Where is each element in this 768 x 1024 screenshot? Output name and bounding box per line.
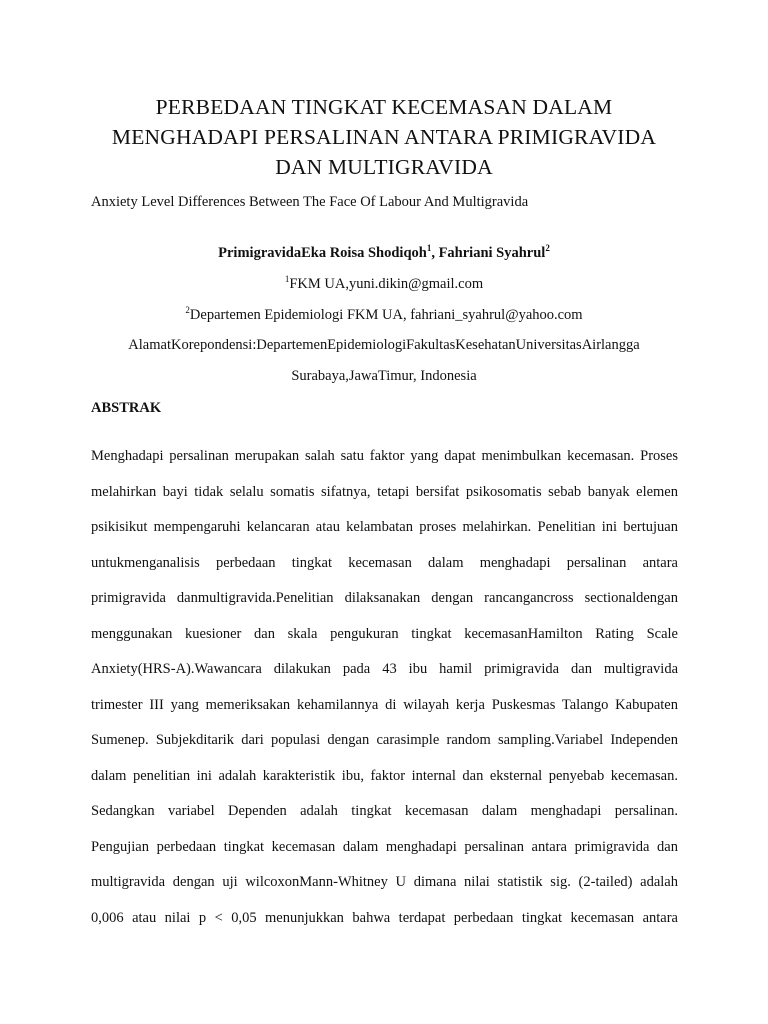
abstract-line: untukmenganalisis perbedaan tingkat kecemasan dalam menghadapi persalinan antara [91,554,678,571]
abstract-heading: ABSTRAK [91,400,162,416]
abstract-line: dalam penelitian ini adalah karakteristik ibu, faktor internal dan eksternal penyebab kecemasan. [91,767,678,784]
abstract-line: Menghadapi persalinan merupakan salah satu faktor yang dapat menimbulkan kecemasan. Proses [91,448,678,464]
correspondence-address: AlamatKorepondensi:DepartemenEpidemiologiFakultasKesehatanUniversitasAirlangga [128,337,640,353]
abstract-body [91,446,678,943]
affiliation-superscript: 2 [185,305,190,315]
affiliation-text: Departemen Epidemiologi FKM UA, fahriani_syahrul@yahoo.com [189,307,583,323]
author-line [0,245,768,262]
paper-title [70,92,698,182]
affiliation-2 [0,307,768,324]
abstract-line: Anxiety(HRS-A).Wawancara dilakukan pada 43 ibu hamil primigravida dan multigravida [91,661,678,677]
affiliation-1 [0,276,768,293]
affiliation-superscript: 1 [284,274,290,284]
english-subtitle: Anxiety Level Differences Between The Face Of Labour And Multigravida [91,194,529,210]
abstract-line: multigravida dengan uji wilcoxonMann-Whitney U dimana nilai statistik sig. (2-tailed) adalah [91,874,678,890]
author-text: , Fahriani Syahrul [431,245,546,261]
author-superscript: 1 [426,243,432,253]
abstract-line: Sumenep. Subjekditarik dari populasi dengan carasimple random sampling.Variabel Independen [91,732,678,748]
author-text: PrimigravidaEka Roisa Shodiqoh [218,245,427,261]
abstract-line: Pengujian perbedaan tingkat kecemasan dalam menghadapi persalinan antara primigravida dan [91,838,678,855]
title-line: DAN MULTIGRAVIDA [275,155,493,179]
abstract-line: trimester III yang memeriksakan kehamilannya di wilayah kerja Puskesmas Talango Kabupaten [91,696,678,713]
author-superscript: 2 [545,243,550,253]
title-line: PERBEDAAN TINGKAT KECEMASAN DALAM [155,95,613,119]
abstract-line: psikisikut mempengaruhi kelancaran atau kelambatan proses melahirkan. Penelitian ini bertujuan [91,519,678,535]
abstract-line: 0,006 atau nilai p < 0,05 menunjukkan bahwa terdapat perbedaan tingkat kecemasan antara [91,909,678,926]
abstract-line: menggunakan kuesioner dan skala pengukuran tingkat kecemasanHamilton Rating Scale [91,625,678,642]
affiliation-text: FKM UA,yuni.dikin@gmail.com [289,276,484,292]
abstract-line: primigravida danmultigravida.Penelitian dilaksanakan dengan rancangancross sectionaldengan [91,590,678,606]
abstract-line: melahirkan bayi tidak selalu somatis sifatnya, tetapi bersifat psikosomatis sebab banyak elemen [91,483,678,500]
title-line: MENGHADAPI PERSALINAN ANTARA PRIMIGRAVIDA [111,125,657,149]
abstract-line: Sedangkan variabel Dependen adalah tingkat kecemasan dalam menghadapi persalinan. [91,803,678,819]
correspondence-address-city: Surabaya,JawaTimur, Indonesia [291,368,477,384]
